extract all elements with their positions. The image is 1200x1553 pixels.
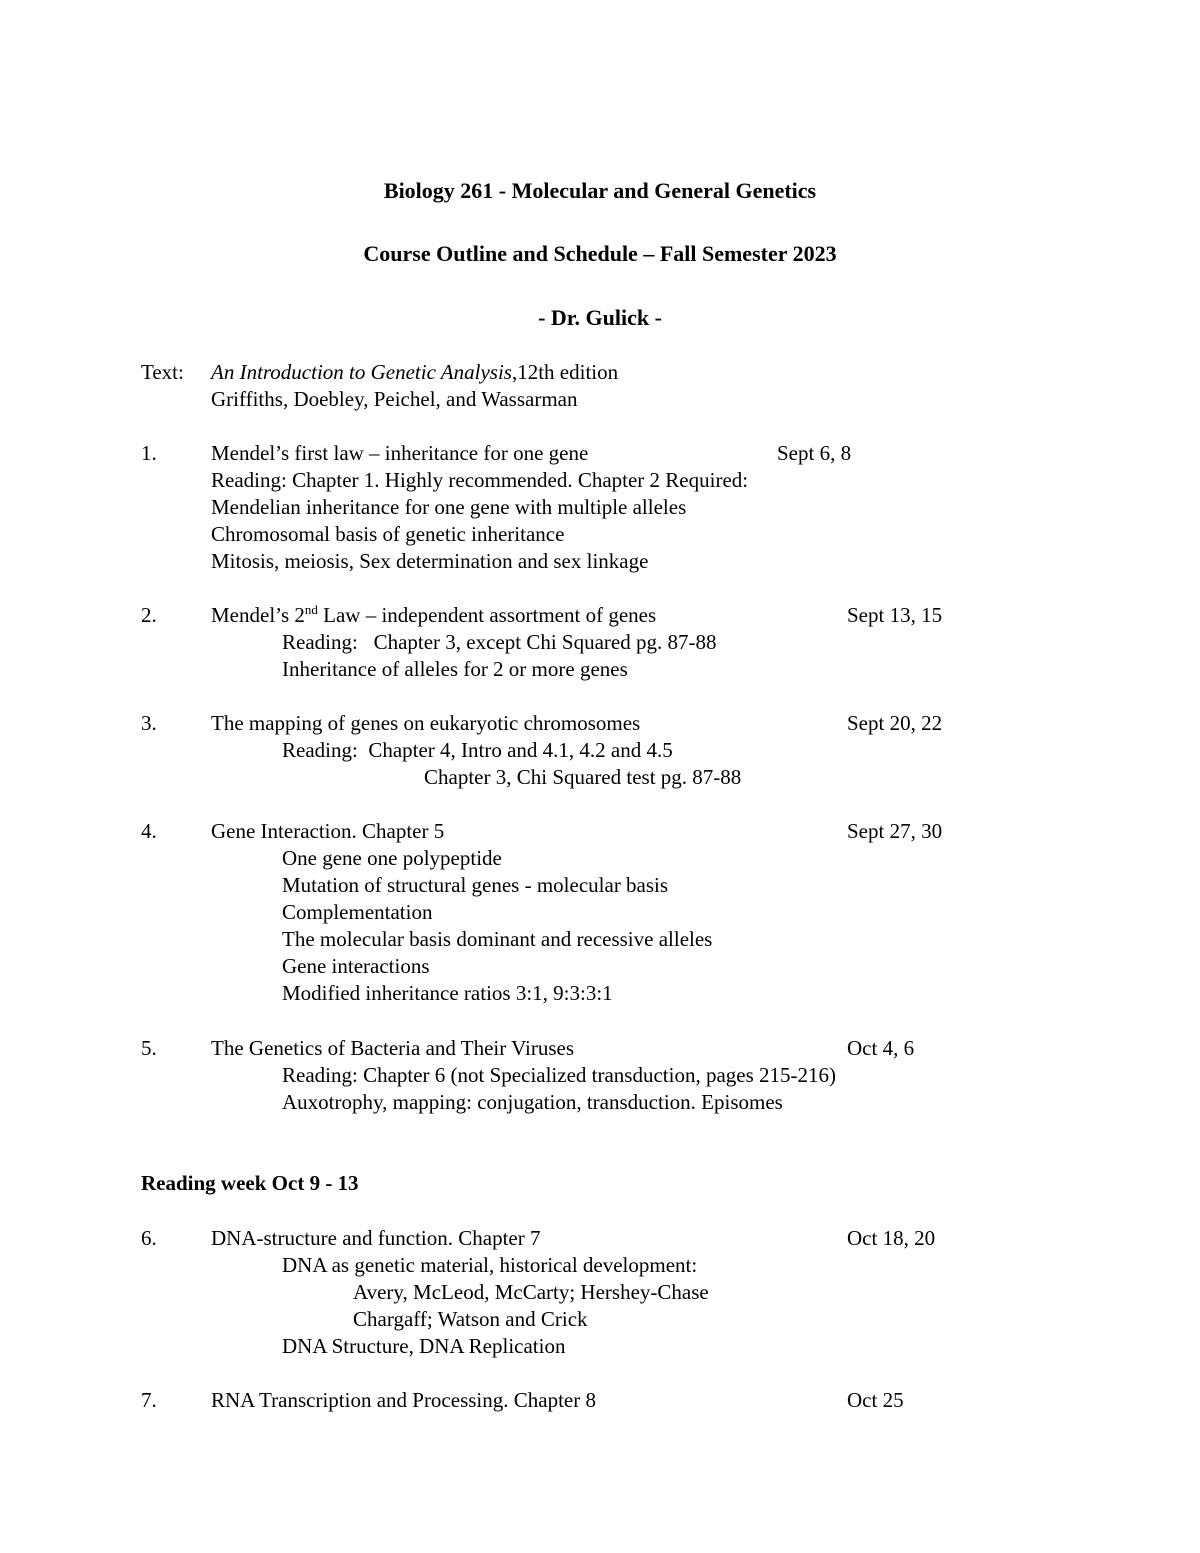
text-label: Text: [141, 360, 184, 384]
topic-2-title [211, 602, 656, 629]
textbook-authors: Griffiths, Doebley, Peichel, and Wassarman [211, 387, 578, 411]
topic-4-line: The molecular basis dominant and recessive alleles [282, 927, 713, 951]
topic-3-title: The mapping of genes on eukaryotic chromosomes [211, 711, 641, 735]
topic-4-line: One gene one polypeptide [282, 846, 502, 870]
topic-1-line: Mitosis, meiosis, Sex determination and sex linkage [211, 549, 649, 573]
topic-7-number: 7. [141, 1388, 157, 1412]
topic-4-date: Sept 27, 30 [847, 819, 943, 843]
topic-2-line: Reading: Chapter 3, except Chi Squared pg. 87-88 [282, 630, 717, 654]
topic-7-title: RNA Transcription and Processing. Chapter 8 [211, 1388, 596, 1412]
topic-5-title: The Genetics of Bacteria and Their Viruses [211, 1036, 574, 1060]
topic-2-title-ordinal: nd [304, 602, 318, 617]
topic-1-title: Mendel’s first law – inheritance for one gene [211, 441, 589, 465]
textbook-line [211, 359, 618, 386]
topic-6-line: DNA Structure, DNA Replication [282, 1334, 566, 1358]
topic-4-line: Gene interactions [282, 954, 430, 978]
topic-3-number: 3. [141, 711, 157, 735]
topic-6-number: 6. [141, 1226, 157, 1250]
topic-3-line: Reading: Chapter 4, Intro and 4.1, 4.2 and 4.5 [282, 738, 673, 762]
topic-4-number: 4. [141, 819, 157, 843]
reading-week-heading: Reading week Oct 9 - 13 [141, 1171, 359, 1195]
topic-6-title: DNA-structure and function. Chapter 7 [211, 1226, 541, 1250]
topic-5-number: 5. [141, 1036, 157, 1060]
topic-5-date: Oct 4, 6 [847, 1036, 915, 1060]
topic-4-line: Modified inheritance ratios 3:1, 9:3:3:1 [282, 981, 613, 1005]
topic-5-line: Auxotrophy, mapping: conjugation, transduction. Episomes [282, 1090, 783, 1114]
topic-2-line: Inheritance of alleles for 2 or more genes [282, 657, 628, 681]
topic-2-date: Sept 13, 15 [847, 603, 943, 627]
topic-1-number: 1. [141, 441, 157, 465]
topic-1-line: Mendelian inheritance for one gene with multiple alleles [211, 495, 687, 519]
topic-6-line: DNA as genetic material, historical development: [282, 1253, 698, 1277]
topic-1-line: Chromosomal basis of genetic inheritance [211, 522, 565, 546]
topic-4-title: Gene Interaction. Chapter 5 [211, 819, 445, 843]
topic-3-line: Chapter 3, Chi Squared test pg. 87-88 [424, 765, 742, 789]
instructor-name: - Dr. Gulick - [538, 305, 662, 330]
course-subtitle: Course Outline and Schedule – Fall Semester 2023 [363, 241, 837, 266]
topic-2-title-end: Law – independent assortment of genes [317, 603, 657, 627]
topic-4-line: Mutation of structural genes - molecular basis [282, 873, 669, 897]
topic-1-line: Reading: Chapter 1. Highly recommended. Chapter 2 Required: [211, 468, 749, 492]
topic-6-line: Chargaff; Watson and Crick [353, 1307, 588, 1331]
topic-2-number: 2. [141, 603, 157, 627]
topic-4-line: Complementation [282, 900, 433, 924]
topic-5-line: Reading: Chapter 6 (not Specialized transduction, pages 215-216) [282, 1063, 837, 1087]
topic-6-line: Avery, McLeod, McCarty; Hershey-Chase [353, 1280, 709, 1304]
course-title: Biology 261 - Molecular and General Genetics [383, 178, 817, 203]
textbook-edition: ,12th edition [511, 360, 619, 384]
topic-3-date: Sept 20, 22 [847, 711, 943, 735]
topic-6-date: Oct 18, 20 [847, 1226, 936, 1250]
topic-1-date: Sept 6, 8 [777, 441, 852, 465]
topic-7-date: Oct 25 [847, 1388, 904, 1412]
textbook-title: An Introduction to Genetic Analysis [211, 360, 512, 384]
topic-2-title-start: Mendel’s 2 [211, 603, 305, 627]
